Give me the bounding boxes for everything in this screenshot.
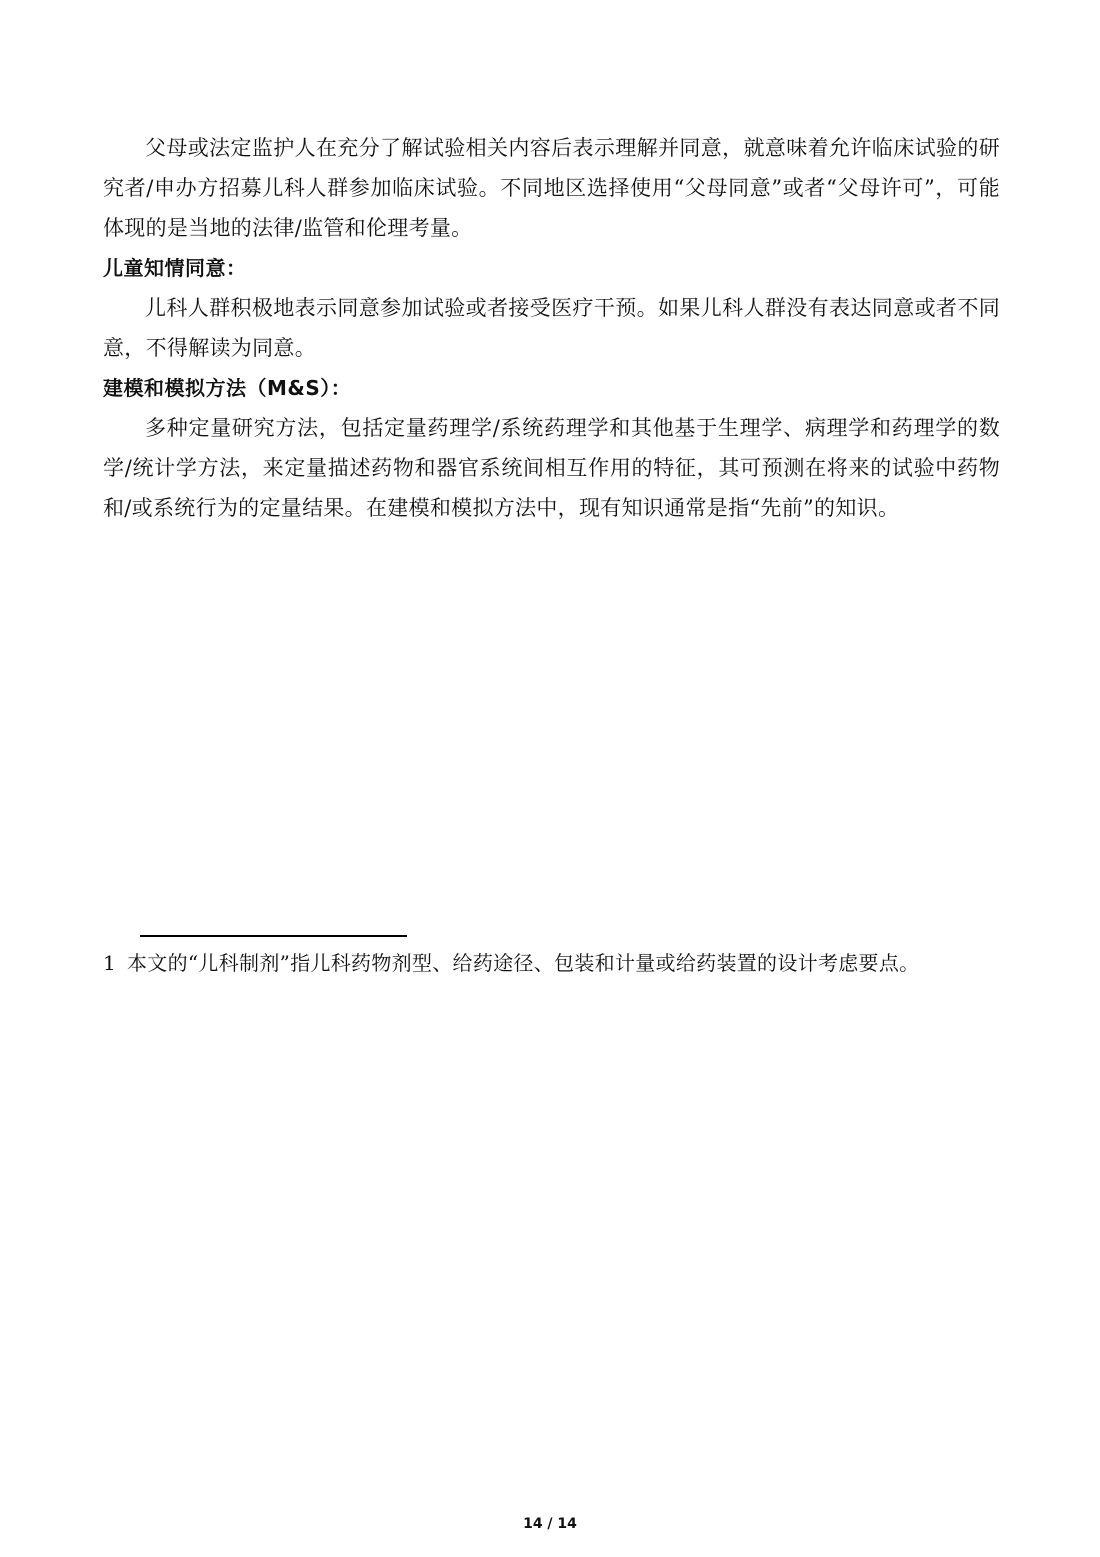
footnote-separator bbox=[140, 935, 407, 937]
main-content bbox=[103, 128, 1000, 528]
paragraph-child-assent: 儿科人群积极地表示同意参加试验或者接受医疗干预。如果儿科人群没有表达同意或者不同意，不得解读为同意。 bbox=[103, 296, 1000, 360]
paragraph-modeling-simulation: 多种定量研究方法，包括定量药理学/系统药理学和其他基于生理学、病理学和药理学的数学/统计学方法，来定量描述药物和器官系统间相互作用的特征，其可预测在将来的试验中药物和/或系统行为的定量结果。在建模和模拟方法中，现有知识通常是指“先前”的知识。 bbox=[103, 416, 1000, 520]
page-number: 14 / 14 bbox=[523, 1516, 577, 1532]
footnote-number: 1 bbox=[103, 951, 117, 975]
heading-modeling-simulation: 建模和模拟方法（M&S）： bbox=[103, 376, 352, 400]
footnote bbox=[103, 947, 1000, 979]
footnote-text: 本文的“儿科制剂”指儿科药物剂型、给药途径、包装和计量或给药装置的设计考虑要点。 bbox=[127, 951, 920, 975]
heading-child-assent: 儿童知情同意： bbox=[103, 256, 247, 280]
paragraph-parental-consent: 父母或法定监护人在充分了解试验相关内容后表示理解并同意，就意味着允许临床试验的研究者/申办方招募儿科人群参加临床试验。不同地区选择使用“父母同意”或者“父母许可”，可能体现的是当地的法律/监管和伦理考量。 bbox=[103, 136, 1000, 240]
